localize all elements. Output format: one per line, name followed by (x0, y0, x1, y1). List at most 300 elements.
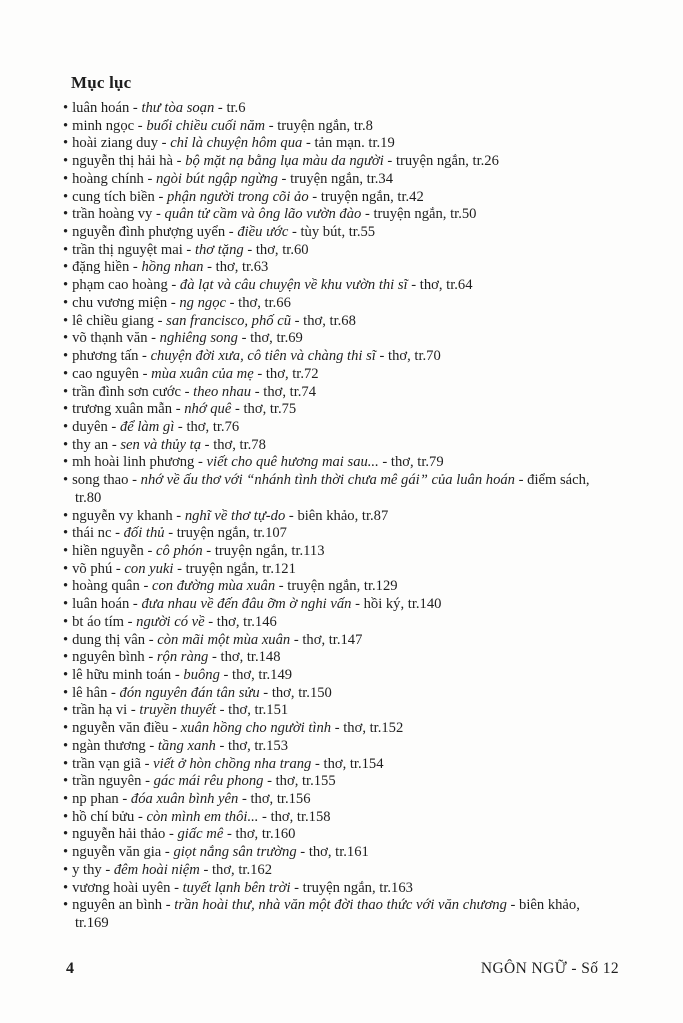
bullet-icon: • (63, 153, 69, 170)
entry-ref: truyện ngắn, tr.107 (176, 525, 287, 542)
entry-author: hoàng quân (72, 578, 140, 595)
entry-author: y thy (72, 861, 102, 878)
bullet-icon: • (63, 224, 69, 241)
separator: - (129, 100, 142, 116)
entry-ref: thơ, tr.64 (419, 277, 473, 294)
toc-entry (63, 295, 593, 313)
entry-title: giọt nắng sân trường (173, 844, 297, 861)
separator: - (128, 472, 141, 489)
separator: - (111, 525, 124, 542)
entry-author: bt áo tím (72, 613, 124, 630)
entry-author: phạm cao hoàng (72, 277, 168, 294)
separator: - (118, 791, 131, 808)
bullet-icon: • (63, 472, 69, 489)
entry-title: rộn ràng (156, 649, 209, 666)
separator: - (275, 578, 288, 595)
entry-author: minh ngọc (72, 117, 135, 134)
separator: - (170, 879, 183, 896)
page-number: 4 (66, 960, 74, 977)
entry-ref: thơ, tr.70 (388, 348, 441, 365)
toc-entry (63, 720, 593, 738)
entry-ref: thơ, tr.158 (270, 808, 331, 825)
bullet-icon: • (63, 365, 69, 382)
bullet-icon: • (63, 188, 69, 205)
entry-author: đặng hiền (72, 259, 130, 276)
toc-entry (63, 348, 593, 366)
toc-entry (63, 897, 593, 932)
entry-author: hoài ziang duy (72, 135, 159, 152)
separator: - (108, 436, 121, 453)
entry-author: duyên (72, 418, 108, 435)
toc-entry (63, 259, 593, 277)
entry-ref: truyện ngắn, tr.129 (287, 578, 398, 595)
entry-author: thy an (72, 436, 109, 453)
bullet-icon: • (63, 454, 69, 471)
entry-title: con đường mùa xuân (151, 578, 276, 595)
toc-list (63, 100, 593, 933)
bullet-icon: • (63, 507, 69, 524)
bullet-icon: • (63, 596, 69, 613)
separator: - (129, 596, 142, 613)
separator: - (171, 667, 184, 683)
entry-author: cao nguyên (72, 365, 139, 382)
separator: - (296, 844, 309, 861)
toc-entry (63, 685, 593, 703)
separator: - (158, 135, 171, 152)
separator: - (182, 241, 195, 258)
entry-author: trần vạn giã (72, 755, 141, 772)
bullet-icon: • (63, 631, 69, 648)
separator: - (214, 100, 227, 116)
entry-author: trương xuân mẫn (72, 401, 173, 418)
entry-title: mùa xuân của mẹ (151, 365, 254, 382)
entry-author: mh hoài linh phương (72, 454, 195, 471)
separator: - (141, 755, 154, 772)
bullet-icon: • (63, 170, 69, 187)
entry-ref: tùy bút, tr.55 (300, 224, 376, 241)
separator: - (223, 826, 236, 843)
entry-author: trần hoàng vy (72, 206, 153, 223)
toc-entry (63, 313, 593, 331)
separator: - (164, 525, 177, 542)
separator: - (107, 418, 120, 435)
bullet-icon: • (63, 844, 69, 861)
entry-ref: tr.6 (226, 100, 246, 116)
entry-title: hồng nhan (141, 259, 204, 276)
toc-entry (63, 596, 593, 614)
entry-title: san francisco, phố cũ (166, 312, 291, 329)
entry-author: trần nguyên (72, 773, 142, 790)
toc-entry (63, 242, 593, 260)
separator: - (203, 259, 216, 276)
separator: - (302, 135, 315, 152)
toc-entry (63, 366, 593, 384)
bullet-icon: • (63, 418, 69, 435)
entry-author: nguyên an bình (72, 897, 163, 914)
entry-author: hiền nguyễn (72, 542, 144, 559)
bullet-icon: • (63, 259, 69, 276)
entry-title: đà lạt và câu chuyện về khu vườn thi sĩ (179, 277, 408, 294)
entry-title: chuyện đời xưa, cô tiên và chàng thi sĩ (150, 348, 376, 365)
entry-author: trần đình sơn cước (72, 383, 181, 400)
entry-title: tầng xanh (157, 737, 216, 754)
toc-entry (63, 118, 593, 136)
entry-author: luân hoán (72, 596, 130, 613)
separator: - (143, 542, 157, 559)
bullet-icon: • (63, 277, 69, 294)
entry-ref: thơ, tr.148 (220, 649, 281, 666)
separator: - (141, 773, 154, 790)
entry-title: đóa xuân bình yên (130, 791, 239, 808)
entry-ref: thơ, tr.69 (250, 330, 303, 347)
entry-ref: thơ, tr.156 (250, 791, 311, 808)
separator: - (154, 188, 167, 205)
toc-entry (63, 135, 593, 153)
entry-ref: thơ, tr.79 (390, 454, 444, 471)
entry-title: người có về (136, 613, 205, 630)
separator: - (138, 348, 151, 365)
entry-title: xuân hồng cho người tình (180, 720, 332, 737)
separator: - (162, 897, 175, 914)
entry-ref: thơ, tr.78 (213, 436, 266, 453)
toc-entry (63, 508, 593, 526)
separator: - (288, 224, 301, 241)
entry-title: để làm gì (119, 418, 175, 435)
entry-title: nghiêng song (159, 330, 238, 347)
toc-entry (63, 738, 593, 756)
entry-title: truyền thuyết (139, 702, 216, 719)
separator: - (378, 454, 391, 471)
separator: - (168, 720, 181, 737)
separator: - (238, 791, 251, 808)
entry-ref: thơ, tr.152 (343, 720, 404, 737)
entry-author: lê chiều giang (72, 312, 154, 329)
bullet-icon: • (63, 861, 69, 878)
toc-entry (63, 189, 593, 207)
toc-entry (63, 171, 593, 189)
entry-title: thư tòa soạn (141, 100, 215, 116)
toc-entry (63, 224, 593, 242)
bullet-icon: • (63, 241, 69, 258)
separator: - (514, 472, 528, 489)
entry-title: còn mãi một mùa xuân (157, 631, 291, 648)
entry-author: chu vương miện (72, 294, 168, 311)
separator: - (194, 454, 207, 471)
toc-entry (63, 702, 593, 720)
entry-title: con yuki (124, 560, 174, 577)
separator: - (139, 578, 152, 595)
entry-title: đón nguyên đán tân sửu (119, 684, 260, 701)
bullet-icon: • (63, 773, 69, 790)
entry-ref: truyện ngắn, tr.34 (290, 170, 394, 187)
separator: - (172, 507, 185, 524)
toc-entry (63, 844, 593, 862)
entry-author: nguyễn thị hải hà (72, 153, 174, 170)
separator: - (383, 153, 396, 170)
separator: - (138, 365, 152, 382)
entry-title: giấc mê (177, 826, 224, 843)
separator: - (165, 826, 178, 843)
entry-ref: thơ, tr.75 (243, 401, 297, 418)
separator: - (265, 117, 278, 134)
entry-ref: thơ, tr.162 (211, 861, 272, 878)
toc-entry (63, 614, 593, 632)
entry-title: buổi chiều cuối năm (146, 117, 266, 134)
separator: - (127, 702, 140, 719)
separator: - (134, 117, 147, 134)
separator: - (225, 294, 239, 311)
separator: - (243, 241, 256, 258)
entry-author: nguyễn văn gia (72, 844, 162, 861)
separator: - (331, 720, 344, 737)
entry-title: viết cho quê hương mai sau... (206, 454, 379, 471)
separator: - (112, 560, 125, 577)
entry-author: trần hạ vi (72, 702, 128, 719)
entry-title: viết ở hòn chồng nha trang (153, 755, 312, 772)
bullet-icon: • (63, 401, 69, 418)
separator: - (258, 808, 271, 825)
entry-ref: thơ, tr.146 (216, 613, 277, 630)
entry-ref: thơ, tr.153 (228, 737, 289, 754)
entry-ref: thơ, tr.63 (215, 259, 269, 276)
separator: - (225, 224, 238, 241)
toc-entry (63, 880, 593, 898)
separator: - (134, 808, 147, 825)
separator: - (291, 312, 304, 329)
separator: - (219, 667, 233, 683)
entry-author: nguyễn vy khanh (72, 507, 173, 524)
entry-ref: hồi ký, tr.140 (363, 596, 442, 613)
separator: - (351, 596, 364, 613)
entry-ref: tản mạn. tr.19 (314, 135, 395, 152)
bullet-icon: • (63, 135, 69, 152)
toc-entry (63, 543, 593, 561)
toc-entry (63, 667, 593, 685)
toc-entry (63, 809, 593, 827)
separator: - (311, 755, 324, 772)
toc-entry (63, 401, 593, 419)
toc-entry (63, 862, 593, 880)
entry-author: dung thị vân (72, 631, 146, 648)
toc-entry (63, 525, 593, 543)
separator: - (259, 684, 272, 701)
bullet-icon: • (63, 879, 69, 896)
separator: - (253, 365, 266, 382)
toc-entry (63, 100, 593, 118)
entry-title: tuyết lạnh bên trời (182, 879, 291, 896)
bullet-icon: • (63, 826, 69, 843)
toc-entry (63, 773, 593, 791)
bullet-icon: • (63, 383, 69, 400)
entry-ref: truyện ngắn, tr.50 (373, 206, 477, 223)
toc-entry (63, 153, 593, 171)
entry-author: luân hoán (72, 100, 130, 116)
entry-title: gác mái rêu phong (153, 773, 264, 790)
separator: - (201, 436, 214, 453)
entry-author: lê hữu minh toán (72, 667, 172, 683)
bullet-icon: • (63, 684, 69, 701)
separator: - (153, 312, 167, 329)
separator: - (361, 206, 374, 223)
entry-title: ng ngọc (179, 294, 226, 311)
toc-entry (63, 330, 593, 348)
separator: - (180, 383, 194, 400)
entry-title: nhớ quê (184, 401, 232, 418)
entry-title: bộ mặt nạ bằng lụa màu da người (185, 153, 384, 170)
entry-ref: thơ, tr.154 (323, 755, 384, 772)
entry-author: ngàn thương (72, 737, 146, 754)
entry-ref: truyện ngắn, tr.42 (320, 188, 424, 205)
separator: - (251, 383, 264, 400)
entry-author: nguyễn đình phượng uyển (72, 224, 226, 241)
entry-ref: điểm sách, tr.80 (75, 472, 590, 506)
separator: - (208, 649, 221, 666)
separator: - (308, 188, 321, 205)
bullet-icon: • (63, 702, 69, 719)
toc-entry (63, 384, 593, 402)
toc-entry (63, 826, 593, 844)
separator: - (237, 330, 251, 347)
separator: - (152, 206, 165, 223)
bullet-icon: • (63, 312, 69, 329)
separator: - (199, 861, 212, 878)
bullet-icon: • (63, 897, 69, 914)
entry-title: chỉ là chuyện hôm qua (170, 135, 303, 152)
toc-entry (63, 277, 593, 295)
page-footer (66, 960, 619, 978)
entry-title: theo nhau (193, 383, 252, 400)
entry-ref: thơ, tr.72 (265, 365, 319, 382)
separator: - (167, 277, 180, 294)
toc-entry (63, 649, 593, 667)
entry-ref: thơ, tr.68 (303, 312, 356, 329)
entry-title: thơ tặng (194, 241, 244, 258)
entry-ref: truyện ngắn, tr.8 (277, 117, 373, 134)
entry-title: trần hoài thư, nhà văn một đời thao thức với văn chương (174, 897, 507, 914)
separator: - (143, 170, 157, 187)
entry-author: thái nc (72, 525, 112, 542)
toc-entry (63, 632, 593, 650)
entry-author: np phan (72, 791, 119, 808)
entry-title: đối thủ (123, 525, 165, 542)
separator: - (290, 631, 303, 648)
separator: - (145, 737, 158, 754)
entry-author: phương tấn (72, 348, 139, 365)
entry-title: nhớ về ấu thơ với “nhánh tình thời chưa mê gái” của luân hoán (140, 472, 515, 489)
entry-ref: truyện ngắn, tr.121 (185, 560, 296, 577)
entry-title: buông (183, 667, 220, 683)
toc-entry (63, 437, 593, 455)
bullet-icon: • (63, 206, 69, 223)
entry-ref: thơ, tr.151 (228, 702, 289, 719)
entry-title: nghĩ về thơ tự-do (184, 507, 286, 524)
separator: - (202, 542, 215, 559)
bullet-icon: • (63, 348, 69, 365)
entry-ref: thơ, tr.155 (275, 773, 336, 790)
separator: - (173, 153, 186, 170)
entry-title: phận người trong cõi ảo (166, 188, 309, 205)
separator: - (231, 401, 244, 418)
entry-ref: truyện ngắn, tr.163 (302, 879, 413, 896)
bullet-icon: • (63, 560, 69, 577)
bullet-icon: • (63, 613, 69, 630)
entry-title: điều ước (237, 224, 289, 241)
bullet-icon: • (63, 755, 69, 772)
separator: - (167, 294, 180, 311)
separator: - (145, 631, 158, 648)
entry-title: còn mình em thôi... (146, 808, 259, 825)
entry-title: cô phón (156, 542, 203, 559)
separator: - (129, 259, 142, 276)
entry-author: nguyên bình (72, 649, 145, 666)
entry-ref: biên khảo, tr.169 (75, 897, 580, 932)
bullet-icon: • (63, 737, 69, 754)
separator: - (277, 170, 291, 187)
separator: - (172, 401, 185, 418)
separator: - (161, 844, 174, 861)
bullet-icon: • (63, 525, 69, 542)
entry-author: hoàng chính (72, 170, 144, 187)
separator: - (204, 613, 217, 630)
entry-author: cung tích biền (72, 188, 155, 205)
separator: - (263, 773, 276, 790)
entry-title: đêm hoài niệm (113, 861, 200, 878)
entry-ref: thơ, tr.160 (235, 826, 296, 843)
toc-entry (63, 561, 593, 579)
entry-author: nguyễn văn điều (72, 720, 169, 737)
toc-entry (63, 206, 593, 224)
separator: - (174, 418, 187, 435)
separator: - (101, 861, 114, 878)
bullet-icon: • (63, 808, 69, 825)
bullet-icon: • (63, 330, 69, 347)
entry-author: hồ chí bửu (72, 808, 135, 825)
toc-entry (63, 791, 593, 809)
entry-author: nguyễn hải thảo (72, 826, 166, 843)
entry-title: sen và thủy tạ (120, 436, 202, 453)
toc-entry (63, 756, 593, 774)
entry-ref: truyện ngắn, tr.113 (214, 542, 325, 559)
separator: - (107, 684, 120, 701)
bullet-icon: • (63, 100, 69, 116)
entry-author: trần thị nguyệt mai (72, 241, 183, 258)
entry-ref: thơ, tr.161 (308, 844, 369, 861)
entry-title: đưa nhau về đến đâu ỡm ờ nghi vấn (141, 596, 352, 613)
separator: - (215, 737, 229, 754)
entry-title: quân tử cầm và ông lão vườn đào (164, 206, 362, 223)
toc-entry (63, 472, 593, 507)
bullet-icon: • (63, 117, 69, 134)
separator: - (285, 507, 298, 524)
entry-ref: thơ, tr.149 (232, 667, 293, 683)
entry-ref: truyện ngắn, tr.26 (395, 153, 499, 170)
bullet-icon: • (63, 294, 69, 311)
entry-ref: thơ, tr.147 (302, 631, 363, 648)
entry-ref: thơ, tr.74 (263, 383, 316, 400)
entry-title: ngòi bút ngập ngừng (156, 170, 278, 187)
bullet-icon: • (63, 667, 69, 683)
separator: - (216, 702, 229, 719)
entry-author: song thao (72, 472, 129, 489)
entry-author: võ thạnh văn (72, 330, 148, 347)
entry-author: lê hân (72, 684, 108, 701)
journal-name: NGÔN NGỮ - Số 12 (480, 960, 619, 977)
separator: - (506, 897, 520, 914)
separator: - (375, 348, 389, 365)
toc-entry (63, 419, 593, 437)
bullet-icon: • (63, 578, 69, 595)
entry-ref: biên khảo, tr.87 (297, 507, 389, 524)
